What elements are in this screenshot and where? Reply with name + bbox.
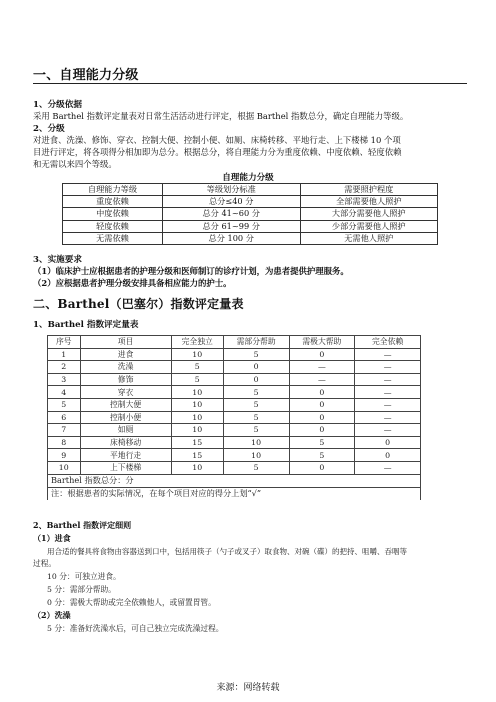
- table-cell: 0: [223, 361, 289, 374]
- table-cell: 0: [289, 348, 355, 361]
- note-row: [48, 487, 421, 500]
- heading-eating: （1）进食: [33, 533, 71, 543]
- level-table-caption: 自理能力分级: [222, 173, 274, 183]
- table-cell: 7: [48, 424, 81, 437]
- table-cell: —: [355, 373, 421, 386]
- table-cell: 平地行走: [80, 449, 171, 462]
- eating-score-5: 5 分：需部分帮助。: [47, 585, 116, 594]
- table-cell: 4: [48, 386, 81, 399]
- table-cell: 少部分需要他人照护: [300, 220, 437, 232]
- table-row: [48, 449, 421, 462]
- table-cell: 0: [223, 373, 289, 386]
- table-cell: 10: [171, 461, 223, 474]
- table-row: [48, 361, 421, 374]
- table-header-cell: 完全独立: [171, 336, 223, 349]
- table-row: [48, 424, 421, 437]
- table-header-cell: 等级划分标准: [162, 184, 300, 196]
- table-cell: 大部分需要他人照护: [300, 208, 437, 220]
- table-cell: 洗澡: [80, 361, 171, 374]
- eating-score-0: 0 分：需极大帮助或完全依赖他人，或留置胃管。: [47, 598, 216, 607]
- table-cell: 5: [171, 361, 223, 374]
- table-row: [48, 461, 421, 474]
- table-cell: 1: [48, 348, 81, 361]
- bathing-score-5: 5 分：准备好洗澡水后，可自己独立完成洗澡过程。: [47, 624, 224, 633]
- table-cell: —: [355, 411, 421, 424]
- table-cell: 10: [223, 436, 289, 449]
- table-cell: 无需依赖: [63, 232, 163, 244]
- table-cell: 6: [48, 411, 81, 424]
- table-cell: —: [289, 373, 355, 386]
- table-header-cell: 项目: [80, 336, 171, 349]
- table-cell: —: [355, 461, 421, 474]
- table-row: [63, 196, 438, 208]
- table-cell: 轻度依赖: [63, 220, 163, 232]
- table-cell: 10: [171, 348, 223, 361]
- table-cell: —: [355, 424, 421, 437]
- table-row: [48, 436, 421, 449]
- table-cell: 5: [223, 386, 289, 399]
- table-cell: 8: [48, 436, 81, 449]
- table-cell: 0: [289, 411, 355, 424]
- table-cell: 10: [171, 398, 223, 411]
- table-row: [48, 348, 421, 361]
- table-cell: 10: [171, 386, 223, 399]
- table-cell: 0: [289, 461, 355, 474]
- table-cell: 控制小便: [80, 411, 171, 424]
- heading-grading: 2、分级: [33, 124, 65, 134]
- title-divider: [33, 83, 467, 84]
- table-cell: 5: [223, 411, 289, 424]
- table-cell: 总分 41~60 分: [162, 208, 300, 220]
- table-cell: 5: [223, 348, 289, 361]
- table-cell: 0: [289, 424, 355, 437]
- table-cell: —: [355, 361, 421, 374]
- table-header-cell: 自理能力等级: [63, 184, 163, 196]
- table-cell: 15: [171, 436, 223, 449]
- table-cell: 重度依赖: [63, 196, 163, 208]
- table-header-row: [48, 336, 421, 349]
- grading-text-line3: 和无需以来四个等级。: [33, 159, 117, 169]
- table-row: [63, 208, 438, 220]
- table-row: [48, 411, 421, 424]
- table-cell: 10: [171, 411, 223, 424]
- eating-score-10: 10 分：可独立进食。: [47, 572, 121, 581]
- table-cell: 5: [289, 436, 355, 449]
- grading-text-line2: 目进行评定，将各项得分相加即为总分。根据总分，将自理能力分为重度依赖、中度依赖、轻度依赖: [33, 147, 402, 157]
- table-cell: 无需他人照护: [300, 232, 437, 244]
- total-score-line: Barthel 指数总分：分: [48, 474, 421, 487]
- eating-desc-line2: 过程。: [33, 559, 57, 568]
- table-cell: 如厕: [80, 424, 171, 437]
- table-cell: 10: [48, 461, 81, 474]
- table-cell: 穿衣: [80, 386, 171, 399]
- table-cell: 15: [171, 449, 223, 462]
- table-header-cell: 需极大帮助: [289, 336, 355, 349]
- table-cell: 5: [289, 449, 355, 462]
- table-cell: 0: [289, 398, 355, 411]
- note-line: 注：根据患者的实际情况，在每个项目对应的得分上划“√”: [48, 487, 421, 500]
- self-care-level-table: [62, 183, 438, 245]
- heading-barthel-scale: 1、Barthel 指数评定量表: [33, 320, 139, 330]
- grading-text-line1: 对进食、洗澡、修饰、穿衣、控制大便、控制小便、如厕、床椅转移、平地行走、上下楼梯 10 个项: [33, 135, 401, 145]
- table-cell: —: [355, 348, 421, 361]
- table-cell: 3: [48, 373, 81, 386]
- table-header-cell: 序号: [48, 336, 81, 349]
- heading-basis: 1、分级依据: [33, 100, 82, 110]
- table-cell: —: [355, 398, 421, 411]
- requirement-1: （1）临床护士应根据患者的护理分级和医师制订的诊疗计划，为患者提供护理服务。: [33, 266, 349, 276]
- section2-title: 二、Barthel（巴塞尔）指数评定量表: [33, 297, 244, 311]
- barthel-index-table: [47, 335, 421, 500]
- table-header-cell: 需要照护程度: [300, 184, 437, 196]
- table-row: [48, 398, 421, 411]
- table-cell: 5: [171, 373, 223, 386]
- heading-requirements: 3、实施要求: [33, 255, 82, 265]
- eating-desc-line1: 用合适的餐具将食物由容器送到口中，包括用筷子（勺子或叉子）取食物、对碗（碟）的把持、咀嚼、吞咽等: [47, 547, 407, 556]
- table-cell: 0: [355, 436, 421, 449]
- table-cell: 5: [223, 398, 289, 411]
- table-row: [48, 373, 421, 386]
- source-footer: 来源：网络转载: [216, 683, 280, 693]
- total-score-row: [48, 474, 421, 487]
- table-cell: 总分 100 分: [162, 232, 300, 244]
- table-cell: 上下楼梯: [80, 461, 171, 474]
- table-header-cell: 需部分帮助: [223, 336, 289, 349]
- requirement-2: （2）应根据患者护理分级安排具备相应能力的护士。: [33, 278, 232, 288]
- table-cell: 0: [355, 449, 421, 462]
- table-row: [63, 220, 438, 232]
- table-cell: 10: [171, 424, 223, 437]
- table-cell: 9: [48, 449, 81, 462]
- table-cell: 0: [289, 386, 355, 399]
- table-cell: 总分 61~99 分: [162, 220, 300, 232]
- table-cell: 总分≤40 分: [162, 196, 300, 208]
- table-cell: 进食: [80, 348, 171, 361]
- table-header-cell: 完全依赖: [355, 336, 421, 349]
- table-row: [63, 232, 438, 244]
- table-cell: —: [289, 361, 355, 374]
- table-cell: —: [355, 386, 421, 399]
- table-cell: 控制大便: [80, 398, 171, 411]
- table-cell: 5: [223, 461, 289, 474]
- heading-bathing: （2）洗澡: [33, 610, 71, 620]
- table-cell: 修饰: [80, 373, 171, 386]
- table-cell: 中度依赖: [63, 208, 163, 220]
- heading-details: 2、Barthel 指数评定细则: [33, 520, 132, 530]
- table-cell: 10: [223, 449, 289, 462]
- table-cell: 2: [48, 361, 81, 374]
- basis-text: 采用 Barthel 指数评定量表对日常生活活动进行评定，根据 Barthel 指数总分，确定自理能力等级。: [33, 111, 409, 121]
- table-header-row: [63, 184, 438, 196]
- section1-title: 一、自理能力分级: [33, 68, 139, 83]
- table-cell: 床椅移动: [80, 436, 171, 449]
- table-cell: 5: [48, 398, 81, 411]
- table-row: [48, 386, 421, 399]
- table-cell: 5: [223, 424, 289, 437]
- table-cell: 全部需要他人照护: [300, 196, 437, 208]
